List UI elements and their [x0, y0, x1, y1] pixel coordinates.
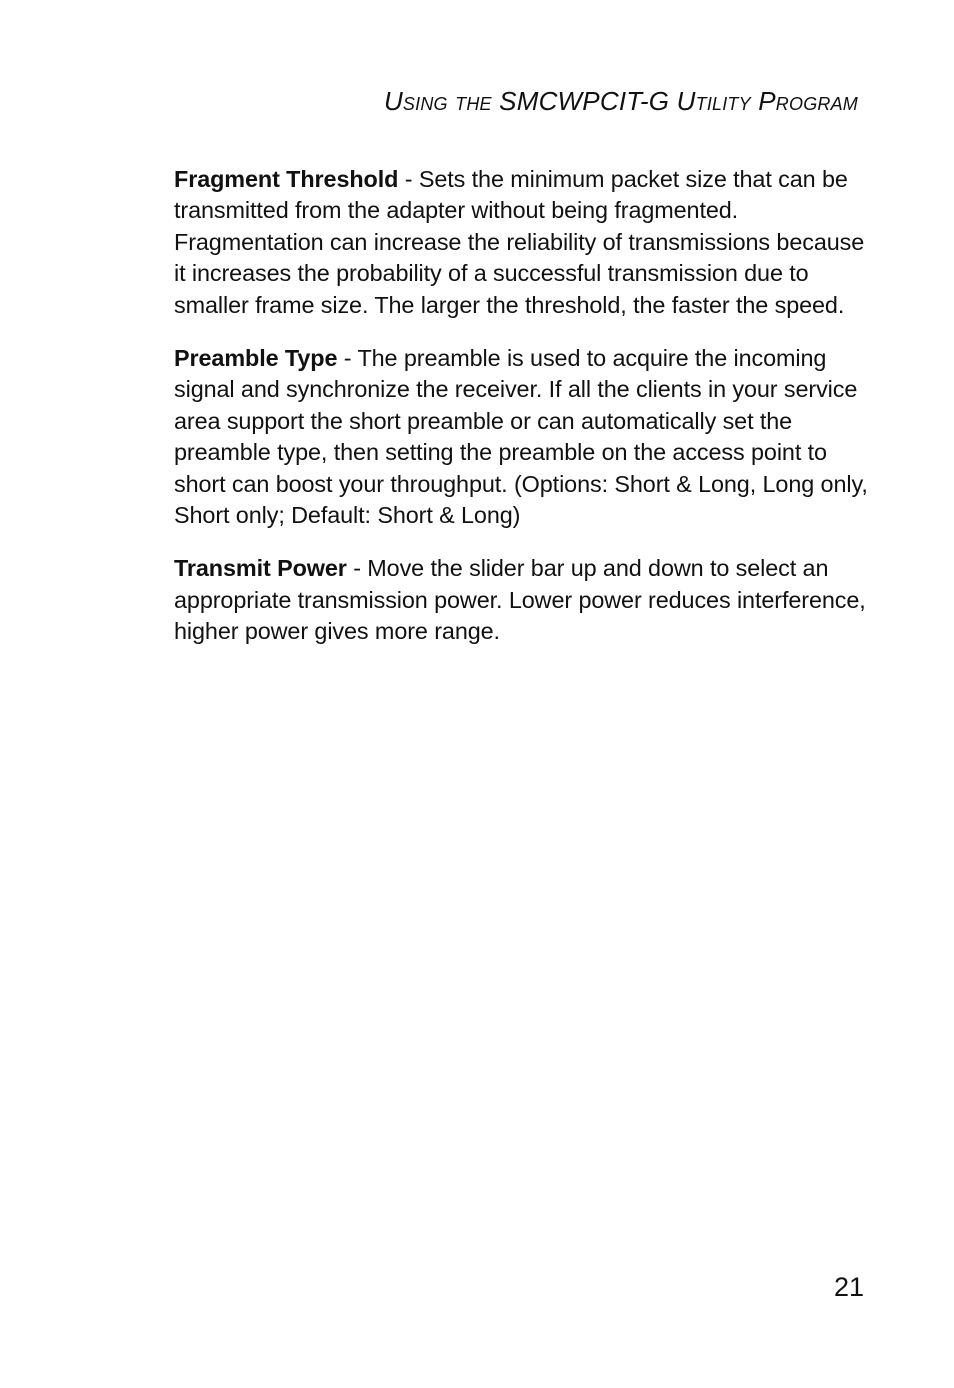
entry-term: Fragment Threshold [174, 166, 399, 192]
page-number: 21 [833, 1272, 864, 1302]
entry-preamble-type [174, 343, 874, 531]
entry-term: Preamble Type [174, 345, 338, 372]
entry-description: - The preamble is used to acquire the incoming signal and synchronize the receiver. If all the clients in your service area support the short preamble or can automatically set the preamble type, then setting the preamble on the access point to short can boost your throughput. (Options: Short & Long, Long only, Short only; Default: Short & Long) [174, 345, 868, 529]
page-body [174, 164, 874, 670]
entry-transmit-power [174, 553, 874, 647]
running-header: Using the SMCWPCIT-G Utility Program [383, 86, 858, 116]
entry-description: - Move the slider bar up and down to select an appropriate transmission power. Lower power reduces interference, higher power gives more range. [174, 555, 866, 645]
entry-description: - Sets the minimum packet size that can be transmitted from the adapter without being fragmented. Fragmentation can increase the reliability of transmissions because it increases the probability of a successful transmission due to smaller frame size. The larger the threshold, the faster the speed. [174, 166, 865, 318]
entry-fragment-threshold [174, 164, 874, 321]
entry-term: Transmit Power [174, 555, 347, 582]
